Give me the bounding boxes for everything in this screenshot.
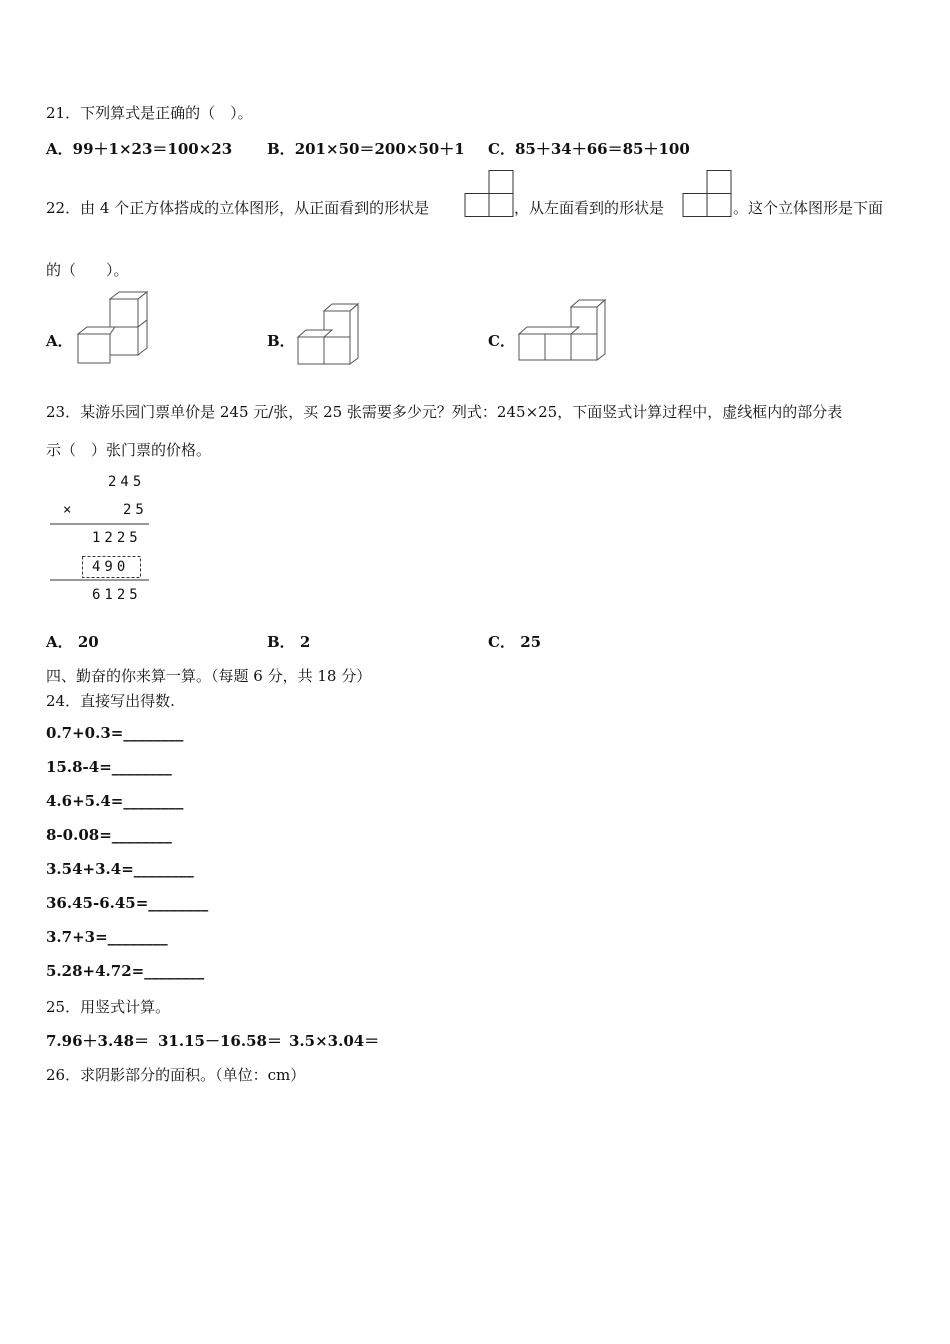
q24-item[interactable]: 4.6+5.4=________ [46,792,184,810]
option-label: B． [267,633,295,651]
option-text: 85＋34＋66＝85＋100 [514,140,690,158]
q24-item[interactable]: 3.54+3.4=________ [46,860,194,878]
q21-option-b[interactable] [267,138,465,159]
option-text: 2 [299,633,311,651]
q25-item[interactable]: 7.96＋3.48＝ [46,1032,150,1050]
option-text: 25 [520,633,542,651]
option-label: B． [267,140,295,158]
q22-option-a[interactable]: A． [46,332,73,350]
calc-partial-1: 1225 [92,530,142,546]
calc-multiplier: 25 [123,502,148,518]
option-text: 99＋1×23＝100×23 [72,140,233,158]
q23-option-a[interactable] [46,631,99,652]
option-label: C． [488,140,515,158]
option-label: C． [488,633,515,651]
q24-item[interactable]: 3.7+3=________ [46,928,168,946]
cube-figure-b [296,302,361,367]
q23-stem-line1: 23．某游乐园门票单价是 245 元/张，买 25 张需要多少元？列式：245×25，下面竖式计算过程中，虚线框内的部分表 [46,403,843,421]
left-view-figure [682,170,732,218]
q21-option-a[interactable] [46,138,232,159]
option-label: A． [46,633,73,651]
calc-line-1 [50,523,150,525]
q24-item[interactable]: 15.8-4=________ [46,758,172,776]
q22-stem-part1: 22．由 4 个正方体搭成的立体图形，从正面看到的形状是 [46,199,430,217]
calc-times-sign: × [63,502,76,518]
q25-item[interactable]: 3.5×3.04＝ [289,1032,380,1050]
section-4-title: 四、勤奋的你来算一算。（每题 6 分，共 18 分） [46,667,372,685]
q26-stem: 26．求阴影部分的面积。（单位：cm） [46,1066,306,1084]
q23-stem-line2: 示（ ）张门票的价格。 [46,441,212,459]
calc-partial-2: 490 [92,559,130,575]
q21-option-c[interactable] [488,138,690,159]
q24-item[interactable]: 5.28+4.72=________ [46,962,205,980]
q23-option-b[interactable] [267,631,310,652]
q22-option-b[interactable]: B． [267,332,295,350]
q24-item[interactable]: 8-0.08=________ [46,826,172,844]
option-label: A． [46,140,73,158]
option-text: 201×50＝200×50＋1 [294,140,465,158]
q22-stem-part2: ，从左面看到的形状是 [514,199,665,217]
calc-line-2 [50,579,150,581]
cube-figure-c [517,298,609,364]
q22-stem-line2: 的（ ）。 [46,261,129,279]
option-text: 20 [77,633,99,651]
q24-item[interactable]: 0.7+0.3=________ [46,724,184,742]
cube-figure-a [75,290,150,365]
front-view-figure [464,170,514,218]
q24-item[interactable]: 36.45-6.45=________ [46,894,209,912]
q23-option-c[interactable] [488,631,541,652]
calc-result: 6125 [92,587,142,603]
q25-stem: 25．用竖式计算。 [46,998,171,1016]
calc-multiplicand: 245 [108,474,146,490]
q21-stem: 21．下列算式是正确的（ ）。 [46,104,253,122]
q22-option-c[interactable]: C． [488,332,515,350]
q22-stem-part3: 。这个立体图形是下面 [733,199,884,217]
q24-stem: 24．直接写出得数. [46,692,175,710]
q25-item[interactable]: 31.15－16.58＝ [158,1032,282,1050]
